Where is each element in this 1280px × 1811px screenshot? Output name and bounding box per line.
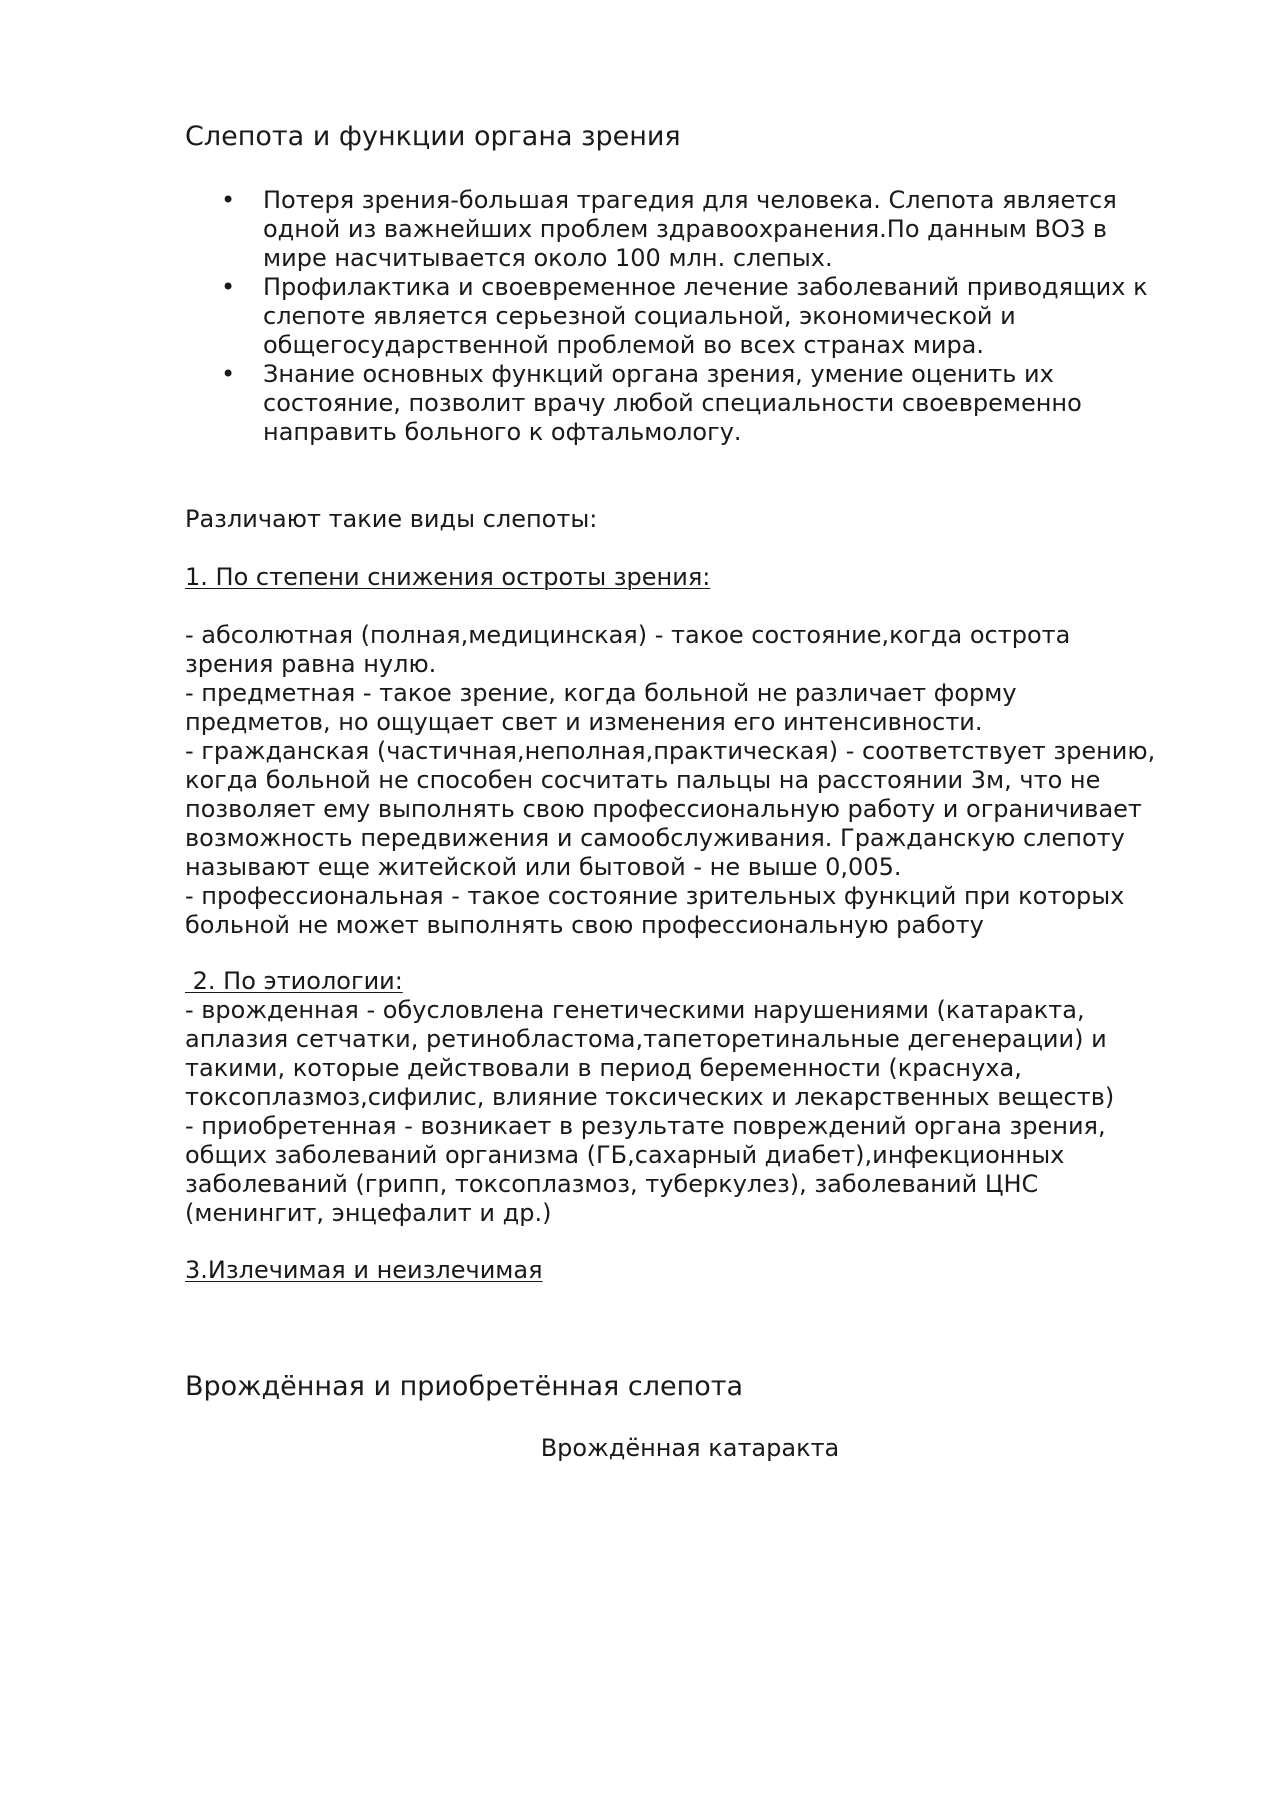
section-1-line: - предметная - такое зрение, когда больной не различает форму (185, 679, 1017, 707)
types-intro-text: Различают такие виды слепоты: (185, 505, 598, 533)
bullet-line: Потеря зрения-большая трагедия для человека. Слепота является (263, 186, 1117, 214)
section-1-line: называют еще житейской или бытовой - не выше 0,005. (185, 853, 902, 881)
section-2-line: аплазия сетчатки, ретинобластома,тапеторетинальные дегенерации) и (185, 1025, 1107, 1053)
section-1-line: - абсолютная (полная,медицинская) - такое состояние,когда острота (185, 621, 1071, 649)
bullet-line: состояние, позволит врачу любой специальности своевременно (263, 389, 1082, 417)
bullet-line: Профилактика и своевременное лечение заболеваний приводящих к (263, 273, 1148, 301)
bullet-icon: • (221, 186, 236, 214)
section-1-body (185, 621, 1205, 940)
page-title: Слепота и функции органа зрения (185, 121, 681, 152)
intro-bullet-list (185, 186, 1195, 447)
section-3-heading: 3.Излечимая и неизлечимая (185, 1256, 543, 1284)
section-2-line: заболеваний (грипп, токсоплазмоз, туберкулез), заболеваний ЦНС (185, 1170, 1039, 1198)
section-1-line: предметов, но ощущает свет и изменения его интенсивности. (185, 708, 983, 736)
document-page (185, 0, 1195, 1811)
section-3 (185, 1256, 1205, 1285)
section-title-congenital-acquired: Врождённая и приобретённая слепота (185, 1371, 744, 1402)
section-2-line: - врожденная - обусловлена генетическими нарушениями (катаракта, (185, 996, 1085, 1024)
figure-caption: Врождённая катаракта (540, 1434, 840, 1462)
section-2-line: (менингит, энцефалит и др.) (185, 1199, 552, 1227)
section-2 (185, 967, 1205, 1228)
bullet-item (185, 273, 1195, 360)
bullet-line: направить больного к офтальмологу. (263, 418, 742, 446)
section-1-line: возможность передвижения и самообслуживания. Гражданскую слепоту (185, 824, 1125, 852)
bullet-line: общегосударственной проблемой во всех странах мира. (263, 331, 985, 359)
section-1-line: больной не может выполнять свою профессиональную работу (185, 911, 984, 939)
bullet-item (185, 186, 1195, 273)
section-2-line: токсоплазмоз,сифилис, влияние токсических и лекарственных веществ) (185, 1083, 1115, 1111)
bullet-line: слепоте является серьезной социальной, экономической и (263, 302, 1016, 330)
section-2-line: - приобретенная - возникает в результате повреждений органа зрения, (185, 1112, 1106, 1140)
section-2-heading: 2. По этиологии: (185, 967, 403, 995)
section-1-line: - профессиональная - такое состояние зрительных функций при которых (185, 882, 1125, 910)
section-1-heading: 1. По степени снижения остроты зрения: (185, 563, 711, 591)
section-1 (185, 563, 1205, 592)
section-2-line: общих заболеваний организма (ГБ,сахарный диабет),инфекционных (185, 1141, 1065, 1169)
bullet-line: мире насчитывается около 100 млн. слепых. (263, 244, 833, 272)
section-2-line: такими, которые действовали в период беременности (краснуха, (185, 1054, 1022, 1082)
section-1-line: когда больной не способен сосчитать пальцы на расстоянии 3м, что не (185, 766, 1101, 794)
bullet-icon: • (221, 360, 236, 388)
bullet-icon: • (221, 273, 236, 301)
bullet-line: Знание основных функций органа зрения, умение оценить их (263, 360, 1054, 388)
section-1-line: позволяет ему выполнять свою профессиональную работу и ограничивает (185, 795, 1142, 823)
bullet-line: одной из важнейших проблем здравоохранения.По данным ВОЗ в (263, 215, 1108, 243)
section-1-line: - гражданская (частичная,неполная,практическая) - соответствует зрению, (185, 737, 1156, 765)
section-1-line: зрения равна нулю. (185, 650, 437, 678)
types-intro (185, 505, 1205, 534)
bullet-item (185, 360, 1195, 447)
